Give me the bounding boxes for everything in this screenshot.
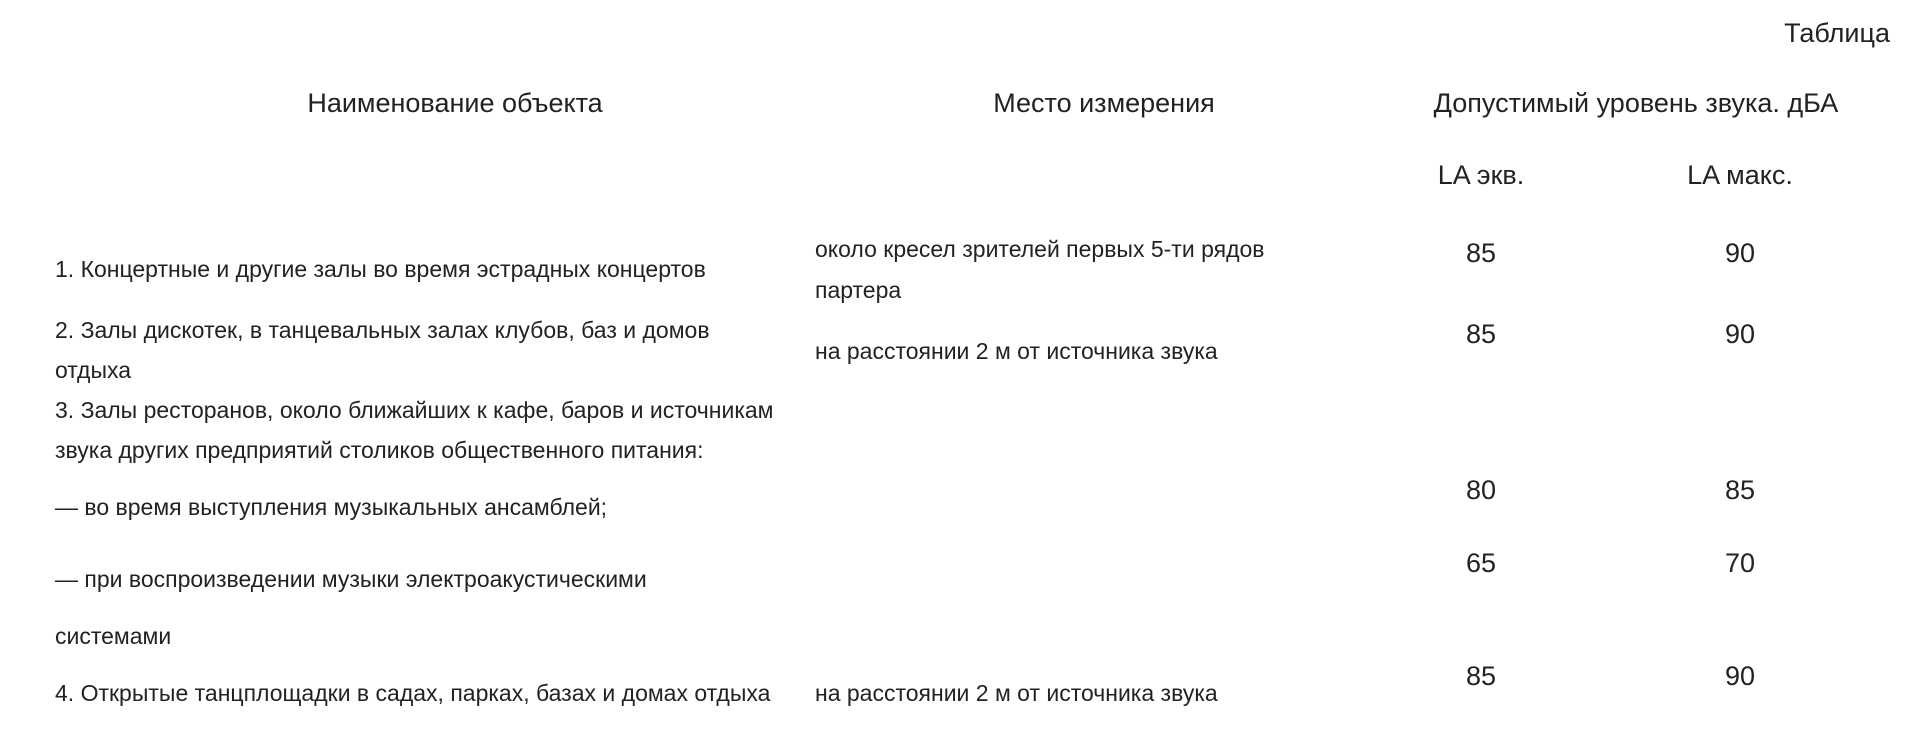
row-2-place: на расстоянии 2 м от источника звука [815, 338, 1218, 364]
row-1-place-cont: партера [815, 277, 902, 303]
row-2-la-max: 90 [1724, 319, 1756, 349]
row-3b-la-eq: 65 [1465, 548, 1497, 578]
row-3b-la-max: 70 [1724, 548, 1756, 578]
row-2-la-eq: 85 [1465, 319, 1497, 349]
header-allowed-level: Допустимый уровень звука. дБА [1433, 88, 1839, 118]
header-object-name: Наименование объекта [307, 88, 603, 118]
table-label: Таблица [1784, 18, 1890, 48]
row-3-name: 3. Залы ресторанов, около ближайших к кафе, баров и источникам [55, 397, 774, 423]
header-measurement-place: Место измерения [993, 88, 1215, 118]
row-1-place: около кресел зрителей первых 5-ти рядов [815, 236, 1265, 262]
row-4-name: 4. Открытые танцплощадки в садах, парках, базах и домах отдыха [55, 680, 771, 706]
row-3-name-cont: звука других предприятий столиков общественного питания: [55, 437, 704, 463]
row-3a-name: — во время выступления музыкальных ансамблей; [55, 494, 608, 520]
row-1-la-eq: 85 [1465, 238, 1497, 268]
header-la-max: LA макс. [1687, 160, 1793, 190]
row-3a-la-max: 85 [1724, 475, 1756, 505]
row-4-la-eq: 85 [1465, 661, 1497, 691]
row-1-la-max: 90 [1724, 238, 1756, 268]
row-4-place: на расстоянии 2 м от источника звука [815, 680, 1218, 706]
row-3a-la-eq: 80 [1465, 475, 1497, 505]
row-3b-name-cont: системами [55, 623, 172, 649]
header-la-eq: LA экв. [1437, 160, 1525, 190]
row-3b-name: — при воспроизведении музыки электроакустическими [55, 566, 647, 592]
row-4-la-max: 90 [1724, 661, 1756, 691]
row-2-name-cont: отдыха [55, 357, 132, 383]
row-2-name: 2. Залы дискотек, в танцевальных залах клубов, баз и домов [55, 317, 710, 343]
row-1-name: 1. Концертные и другие залы во время эстрадных концертов [55, 256, 706, 282]
